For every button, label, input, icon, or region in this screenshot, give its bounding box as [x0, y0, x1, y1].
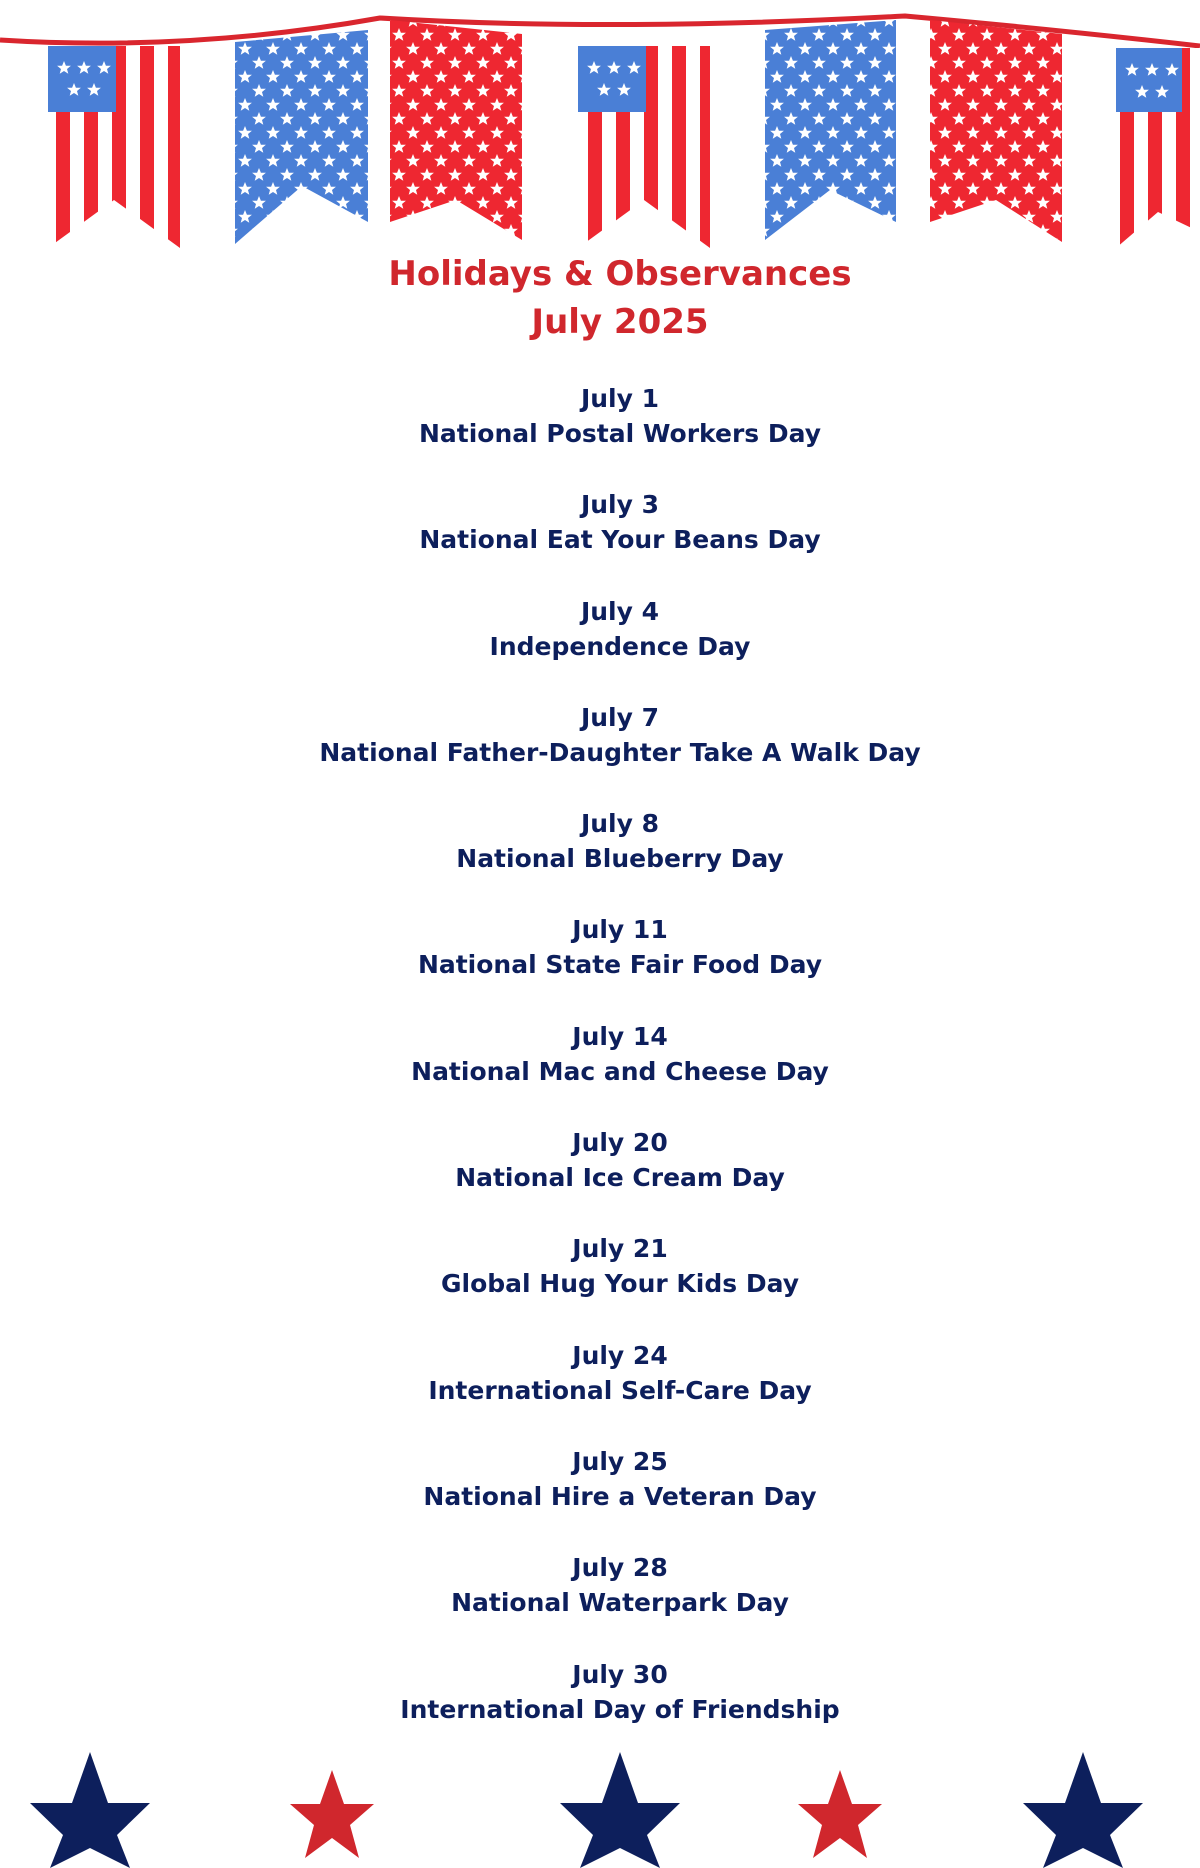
list-item [0, 594, 1200, 700]
bunting-decoration-icon [0, 0, 1200, 260]
star-icon [560, 1752, 680, 1868]
list-item [0, 487, 1200, 593]
list-item [0, 912, 1200, 1018]
event-date: July 24 [572, 1340, 668, 1370]
star-icon [290, 1770, 374, 1858]
event-date: July 1 [580, 384, 660, 413]
event-name: International Day of Friendship [400, 1694, 840, 1724]
event-date: July 4 [580, 596, 660, 626]
event-date: July 11 [572, 915, 668, 945]
star-icon [30, 1752, 150, 1868]
event-date: July 7 [580, 702, 660, 732]
list-item [0, 1019, 1200, 1125]
event-name: National Hire a Veteran Day [423, 1481, 817, 1511]
page-title [0, 250, 1200, 346]
event-date: July 20 [572, 1128, 668, 1158]
event-name: National Waterpark Day [451, 1588, 789, 1618]
event-name: National Blueberry Day [456, 844, 784, 874]
event-name: National Father-Daughter Take A Walk Day [319, 737, 921, 767]
event-name: National State Fair Food Day [417, 950, 823, 980]
event-name: Independence Day [489, 631, 751, 661]
event-name: National Eat Your Beans Day [419, 525, 821, 555]
list-item [0, 700, 1200, 806]
list-item [0, 1125, 1200, 1231]
event-name: International Self-Care Day [428, 1375, 812, 1405]
event-name: National Postal Workers Day [418, 419, 822, 448]
star-icon [1023, 1752, 1143, 1868]
event-name: National Ice Cream Day [455, 1163, 785, 1193]
list-item [0, 1444, 1200, 1550]
list-item [0, 1338, 1200, 1444]
title-line-1: Holidays & Observances [388, 254, 852, 294]
list-item [0, 381, 1200, 487]
event-date: July 14 [572, 1021, 668, 1051]
event-name: Global Hug Your Kids Day [440, 1269, 799, 1299]
event-date: July 8 [580, 809, 660, 839]
event-date: July 25 [572, 1446, 668, 1476]
event-name: National Mac and Cheese Day [411, 1056, 829, 1086]
event-date: July 28 [572, 1553, 668, 1583]
title-line-2: July 2025 [531, 302, 709, 342]
star-icon [798, 1770, 882, 1858]
observances-list [0, 381, 1200, 1763]
event-date: July 3 [580, 490, 660, 520]
stars-decoration [0, 1740, 1200, 1868]
list-item [0, 1550, 1200, 1656]
event-date: July 30 [572, 1659, 668, 1689]
list-item [0, 1231, 1200, 1337]
list-item [0, 806, 1200, 912]
event-date: July 21 [572, 1234, 668, 1264]
